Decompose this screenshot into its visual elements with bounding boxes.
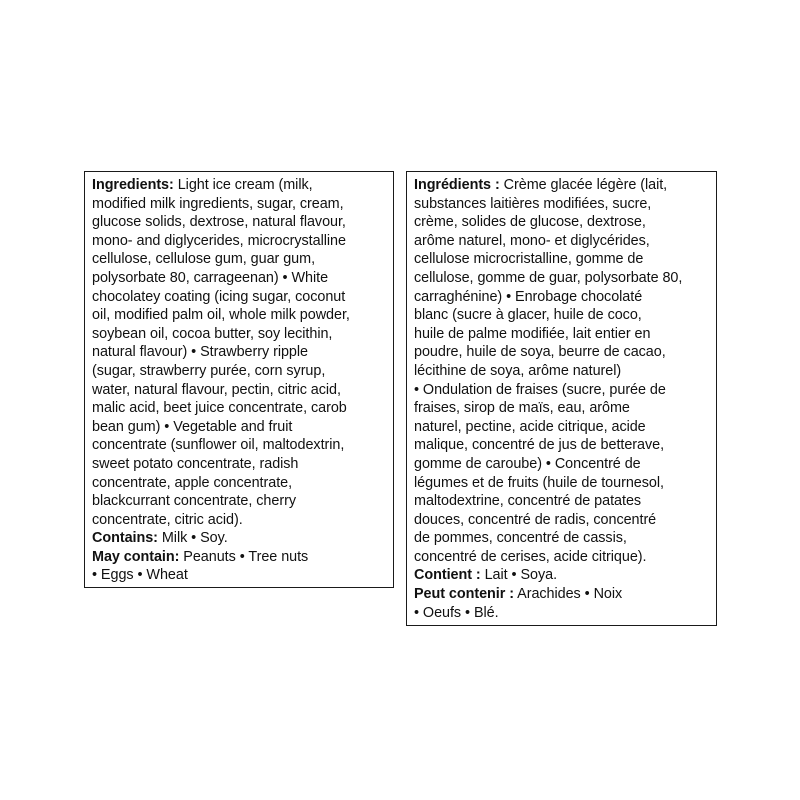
ingredients-line: polysorbate 80, carrageenan) • White [92, 269, 329, 286]
ingredients-line: concentrate, citric acid). [92, 511, 243, 528]
ingredients-line: poudre, huile de soya, beurre de cacao, [414, 344, 666, 361]
ingredients-label: Ingrédients : [414, 177, 500, 193]
contains-value: Lait • Soya. [480, 567, 558, 584]
ingredients-line: malique, concentré de jus de betterave, [414, 437, 665, 454]
may-contain-line-2: • Oeufs • Blé. [414, 604, 499, 621]
ingredients-line: crème, solides de glucose, dextrose, [414, 214, 646, 231]
ingredients-line: de pommes, concentré de cassis, [414, 530, 627, 547]
ingredients-line: blanc (sucre à glacer, huile de coco, [414, 307, 642, 324]
ingredients-panel-english [84, 171, 394, 588]
ingredients-label: Ingredients: [92, 177, 174, 193]
ingredients-line: cellulose microcristalline, gomme de [414, 251, 644, 268]
ingredients-line: cellulose, cellulose gum, guar gum, [92, 251, 316, 268]
ingredients-line: malic acid, beet juice concentrate, carob [92, 400, 347, 417]
ingredients-line: concentré de cerises, acide citrique). [414, 548, 647, 565]
ingredients-line: gomme de caroube) • Concentré de [414, 455, 641, 472]
ingredients-line: sweet potato concentrate, radish [92, 455, 299, 472]
ingredients-line: soybean oil, cocoa butter, soy lecithin, [92, 325, 333, 342]
may-contain-line-2: • Eggs • Wheat [92, 567, 188, 584]
ingredients-line: maltodextrine, concentré de patates [414, 493, 642, 510]
ingredients-panel-french [406, 171, 717, 626]
ingredients-line: naturel, pectine, acide citrique, acide [414, 418, 646, 435]
ingredients-line: arôme naturel, mono- et diglycérides, [414, 232, 650, 249]
ingredients-line: cellulose, gomme de guar, polysorbate 80, [414, 269, 683, 286]
ingredients-line: chocolatey coating (icing sugar, coconut [92, 288, 346, 305]
ingredients-line: (sugar, strawberry purée, corn syrup, [92, 362, 326, 379]
ingredients-line: natural flavour) • Strawberry ripple [92, 344, 308, 361]
ingredients-line: glucose solids, dextrose, natural flavour, [92, 214, 346, 231]
may-contain-line [92, 548, 386, 567]
ingredients-line [414, 176, 709, 195]
ingredients-line: concentrate (sunflower oil, maltodextrin, [92, 437, 345, 454]
contains-line [414, 566, 709, 585]
ingredients-line: blackcurrant concentrate, cherry [92, 493, 296, 510]
ingredients-line: douces, concentré de radis, concentré [414, 511, 657, 528]
ingredients-line: carraghénine) • Enrobage chocolaté [414, 288, 643, 305]
contains-label: Contains: [92, 530, 158, 547]
ingredients-line: modified milk ingredients, sugar, cream, [92, 195, 344, 212]
may-contain-value: Arachides • Noix [514, 586, 623, 603]
ingredients-text: Light ice cream (milk, [173, 177, 313, 193]
may-contain-line [414, 585, 709, 604]
ingredients-line: huile de palme modifiée, lait entier en [414, 325, 651, 342]
may-contain-label: May contain: [92, 548, 180, 565]
ingredients-line: fraises, sirop de maïs, eau, arôme [414, 400, 630, 417]
ingredients-line: • Ondulation de fraises (sucre, purée de [414, 381, 666, 398]
contains-label: Contient : [414, 567, 481, 584]
contains-line [92, 529, 386, 548]
contains-value: Milk • Soy. [157, 530, 228, 547]
may-contain-value: Peanuts • Tree nuts [179, 548, 309, 565]
ingredients-line [92, 176, 386, 195]
ingredients-line: mono- and diglycerides, microcrystalline [92, 232, 346, 249]
ingredients-line: bean gum) • Vegetable and fruit [92, 418, 293, 435]
ingredients-line: water, natural flavour, pectin, citric acid, [92, 381, 341, 398]
ingredients-line: substances laitières modifiées, sucre, [414, 195, 652, 212]
ingredients-text: Crème glacée légère (lait, [499, 177, 668, 193]
ingredients-line: lécithine de soya, arôme naturel) [414, 362, 622, 379]
ingredients-line: concentrate, apple concentrate, [92, 474, 293, 491]
ingredients-line: oil, modified palm oil, whole milk powder, [92, 307, 350, 324]
ingredients-line: légumes et de fruits (huile de tournesol, [414, 474, 664, 491]
may-contain-label: Peut contenir : [414, 586, 514, 603]
